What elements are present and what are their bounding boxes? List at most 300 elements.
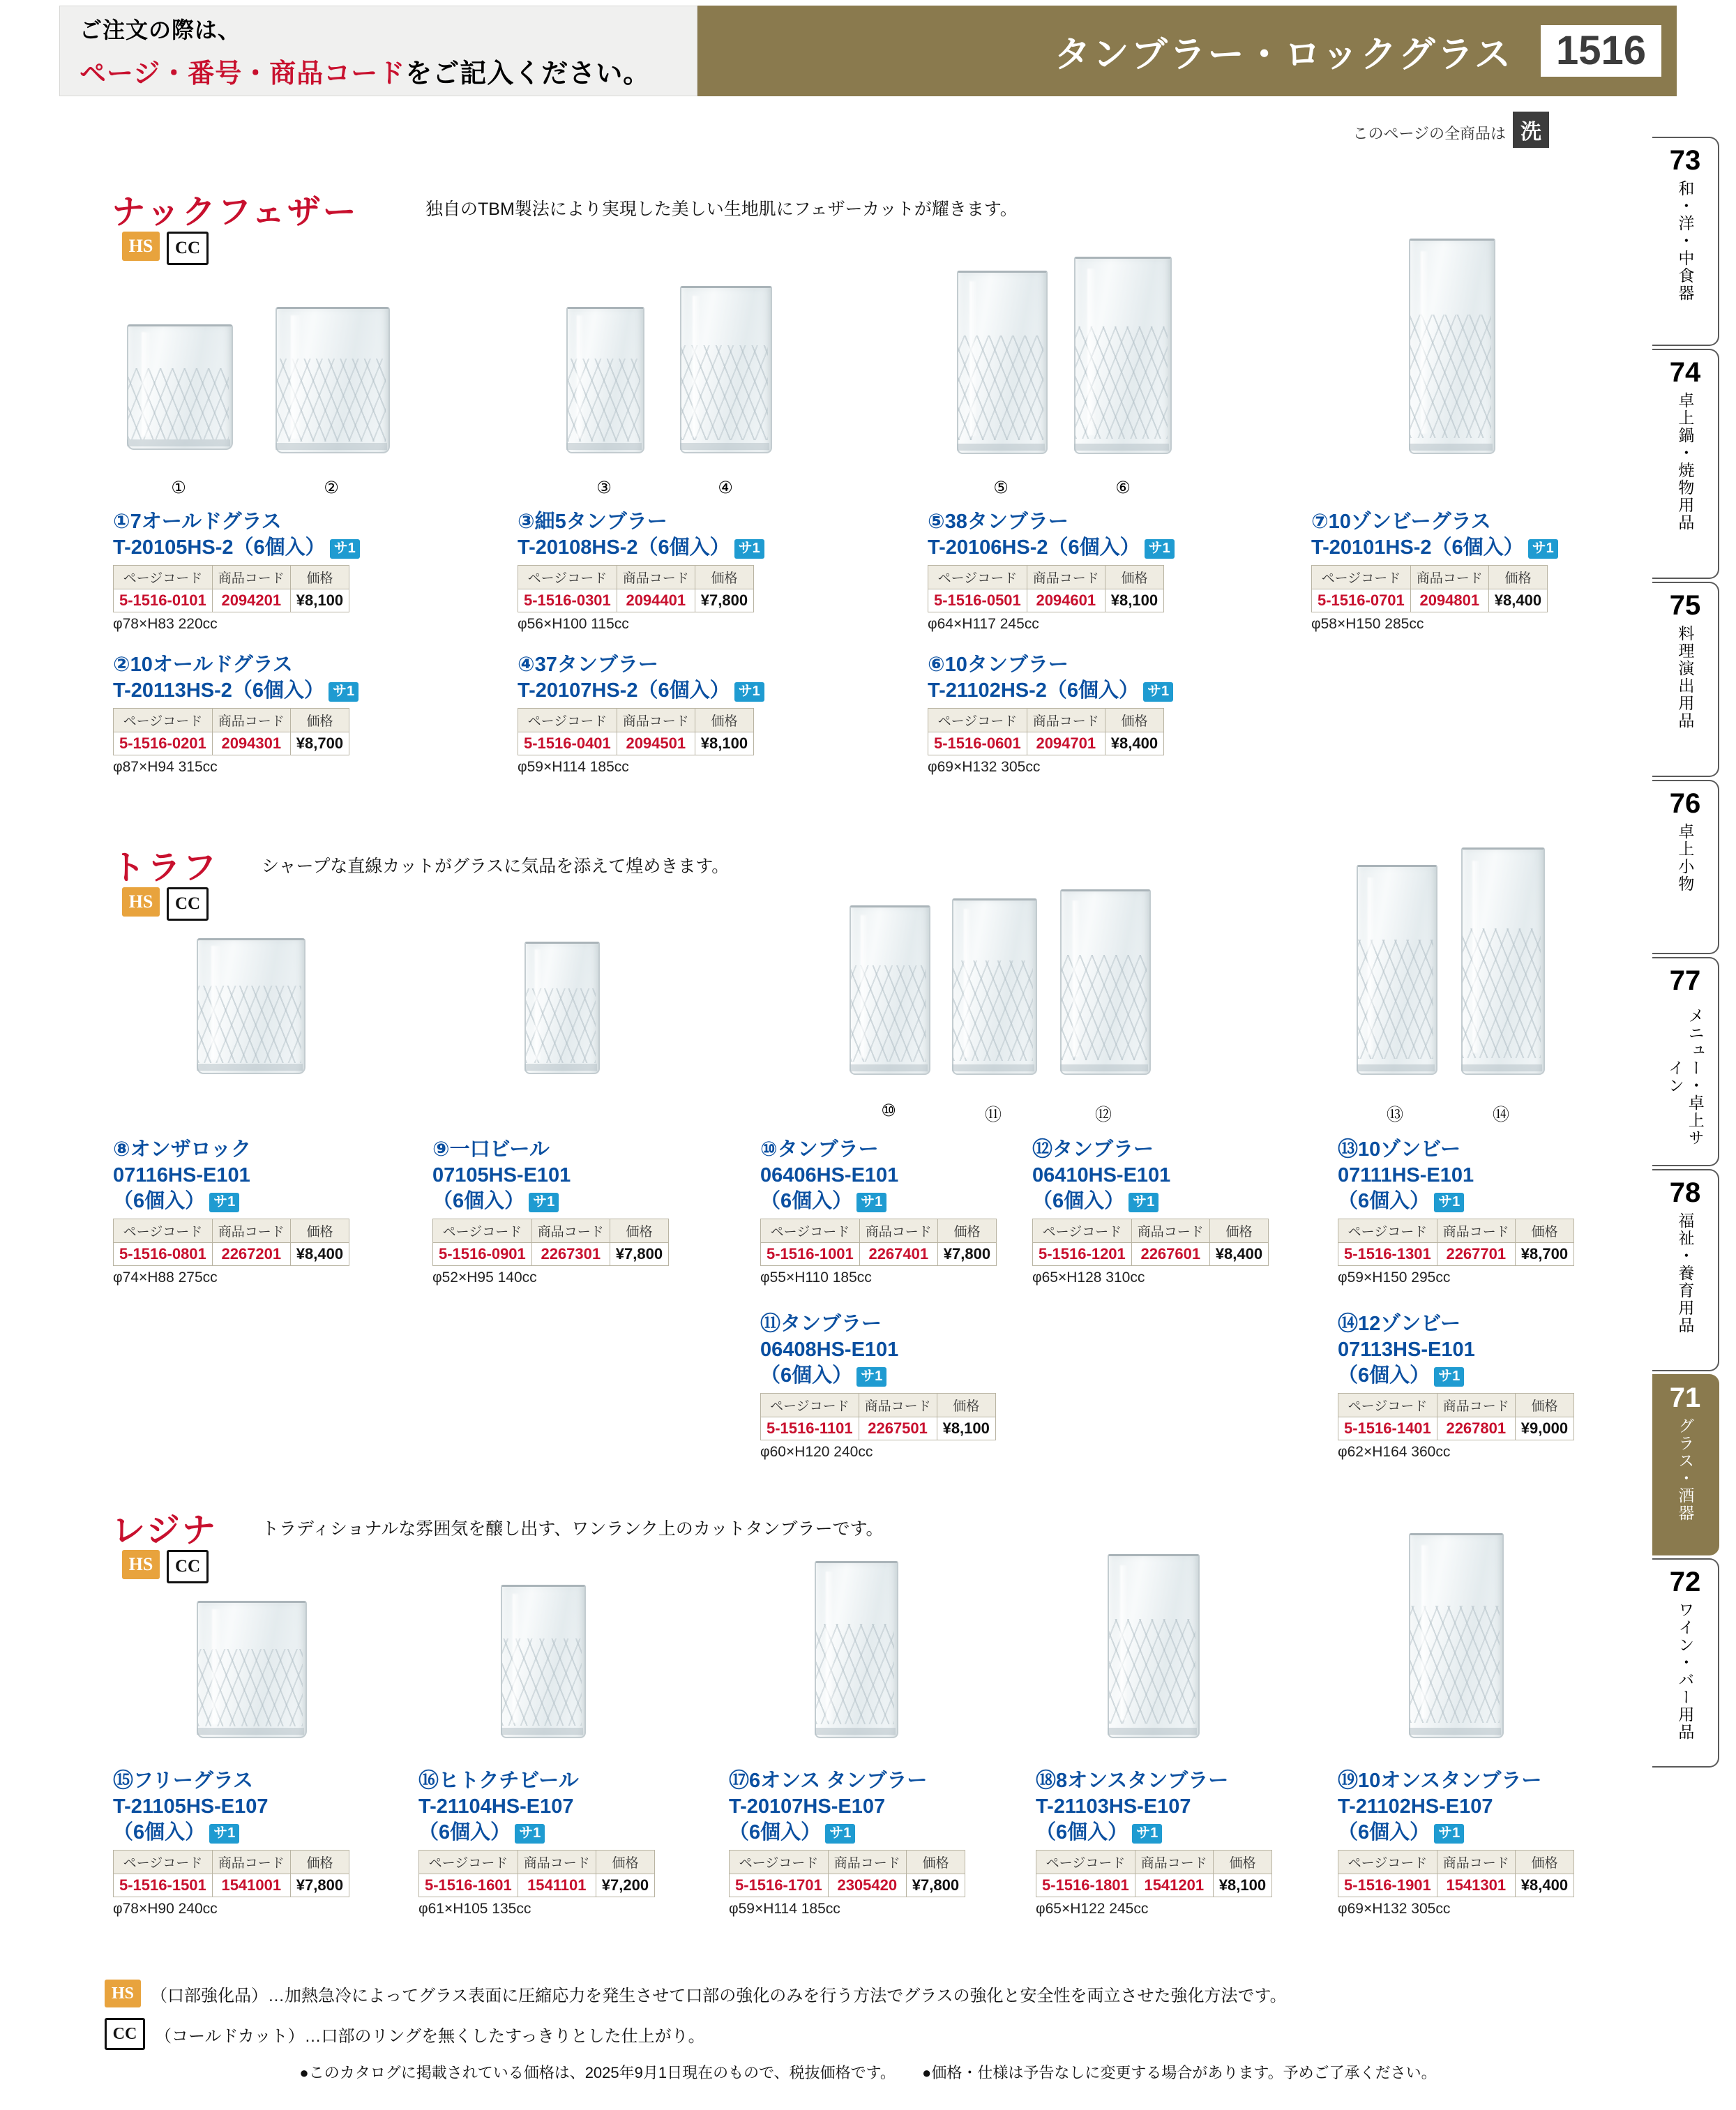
tab-label: 料理演出用品 [1676,625,1695,730]
sidebar-tab-77[interactable] [1652,957,1719,1166]
product-title: タンブラー [777,1138,879,1161]
item-code: 2094301 [212,732,290,755]
product-model: T-20113HS-2（6個入） [113,679,325,702]
tab-label: 和・洋・中食器 [1676,180,1695,302]
sa-badge: サ1 [1143,682,1173,702]
code-table [1338,1393,1574,1440]
item-code: 2267801 [1437,1417,1515,1440]
th-page-code: ページコード [419,1851,518,1874]
product-number-12: ⑫ [1095,1106,1112,1124]
product-name [518,652,764,704]
product-item-2 [113,652,358,776]
product-title: 10タンブラー [944,654,1069,676]
page-footnotes [0,2061,1736,2083]
tab-number: 78 [1669,1177,1701,1208]
tab-number: 75 [1669,590,1701,621]
sidebar-tab-76[interactable] [1652,780,1719,954]
code-table [928,565,1164,612]
code-table [729,1850,965,1897]
th-item-code: 商品コード [859,1394,937,1417]
product-index: ⑧ [113,1138,130,1161]
item-code: 2094201 [212,589,290,612]
product-qty: （6個入） [418,1821,511,1844]
product-model: 07105HS-E101 [432,1164,571,1187]
product-model: 07113HS-E101 [1338,1339,1475,1362]
hs-icon: HS [105,1980,141,2007]
product-item-6 [928,652,1173,776]
tab-label: ワイン・バー用品 [1676,1602,1695,1741]
spec-text: φ78×H90 240cc [113,1901,218,1917]
spec-text: φ62×H164 360cc [1338,1444,1451,1461]
product-item-13 [1338,1137,1574,1286]
legend-hs-text: （口部強化品）…加熱急冷によってグラス表面に圧縮応力を発生させて口部の強化のみを行う方法でグラスの強化と安全性を両立させた強化方法です。 [151,1986,1287,2005]
th-price: 価格 [290,566,349,589]
product-image-19 [1409,1533,1501,1735]
product-model: T-20106HS-2（6個入） [928,536,1140,559]
product-index: ⑬ [1338,1138,1359,1161]
product-title: 一口ビール [449,1138,550,1161]
th-item-code: 商品コード [212,1219,290,1243]
product-number-10: ⑩ [881,1101,896,1120]
product-model: T-21104HS-E107 [418,1795,574,1818]
th-page-code: ページコード [433,1219,532,1243]
th-price: 価格 [1515,1394,1573,1417]
tab-number: 72 [1669,1567,1701,1597]
product-name [729,1768,965,1846]
sidebar-tab-78[interactable] [1652,1169,1719,1371]
product-model: T-20108HS-2（6個入） [518,536,730,559]
product-qty: （6個入） [1338,1364,1431,1387]
product-item-4 [518,652,764,776]
product-number-11: ⑪ [985,1106,1002,1124]
product-number-2: ② [324,478,339,497]
item-code: 2267701 [1437,1243,1515,1266]
product-index: ⑪ [760,1313,781,1335]
product-model: T-21102HS-2（6個入） [928,679,1140,702]
product-number-14: ⑭ [1493,1106,1509,1124]
price: ¥8,400 [290,1243,349,1266]
sa-badge: サ1 [1434,1193,1464,1212]
page-code: 5-1516-0201 [114,732,213,755]
sa-badge: サ1 [856,1367,886,1387]
wash-note: このページの全商品は [1352,125,1506,142]
code-table [760,1219,997,1266]
page-code: 5-1516-1901 [1338,1874,1437,1897]
th-page-code: ページコード [761,1219,860,1243]
product-model: 06406HS-E101 [760,1164,899,1187]
cc-icon: CC [105,2018,145,2050]
order-note-highlight: ページ・番号・商品コード [80,59,406,89]
hs-icon: HS [122,887,160,917]
product-qty: （6個入） [432,1190,525,1213]
price: ¥8,100 [290,589,349,612]
th-price: 価格 [1105,566,1163,589]
code-table [113,1850,349,1897]
product-title: 細5タンブラー [534,511,667,533]
sa-badge: サ1 [529,1193,559,1212]
item-code: 2094701 [1027,732,1105,755]
th-page-code: ページコード [730,1851,829,1874]
th-item-code: 商品コード [212,566,290,589]
product-name [760,1137,997,1214]
order-note-line1: ご注文の際は、 [80,17,241,43]
product-qty: （6個入） [1338,1190,1431,1213]
code-table [1032,1219,1269,1266]
product-model: 07111HS-E101 [1338,1164,1474,1187]
product-index: ⑲ [1338,1770,1359,1792]
th-price: 価格 [937,1394,995,1417]
product-index: ⑫ [1032,1138,1053,1161]
product-title: フリーグラス [133,1770,253,1792]
product-image-1 [127,324,230,446]
code-table [518,565,754,612]
price: ¥7,800 [695,589,753,612]
tab-number: 76 [1669,788,1701,819]
page-code: 5-1516-0701 [1312,589,1411,612]
product-index: ① [113,511,130,533]
sidebar-tab-72[interactable] [1652,1558,1719,1768]
price: ¥7,800 [906,1874,965,1897]
price: ¥8,400 [1105,732,1163,755]
sa-badge: サ1 [515,1824,545,1844]
spec-text: φ59×H114 185cc [729,1901,840,1917]
product-name [1032,1137,1269,1214]
section-title-1: ナックフェザー [112,194,358,231]
product-number-5: ⑤ [993,478,1009,497]
th-price: 価格 [906,1851,965,1874]
th-page-code: ページコード [1033,1219,1132,1243]
legend-cc-text: （コールドカット）…口部のリングを無くしたすっきりとした仕上がり。 [155,2026,705,2046]
product-title: 8オンスタンブラー [1056,1770,1229,1792]
section-title-2: トラフ [112,850,219,887]
legend-cc [105,2018,705,2050]
page-code: 5-1516-1201 [1033,1243,1132,1266]
index-tab-rail [1652,137,1722,1770]
page-code: 5-1516-0501 [928,589,1027,612]
section-badges-2 [122,887,209,921]
product-title: 10オールドグラス [130,654,293,676]
product-model: T-21102HS-E107 [1338,1795,1493,1818]
product-name [1338,1311,1574,1389]
code-table [928,708,1164,755]
price: ¥7,800 [937,1243,996,1266]
legend-hs [105,1980,1287,2007]
code-table [760,1393,996,1440]
item-code: 2267301 [531,1243,610,1266]
tab-number: 74 [1669,357,1701,388]
product-index: ② [113,654,130,676]
cc-icon: CC [167,887,209,921]
product-name [1338,1768,1574,1846]
product-item-15 [113,1768,349,1917]
th-item-code: 商品コード [212,709,290,732]
product-title: 10ゾンビー [1358,1138,1461,1161]
item-code: 2267601 [1131,1243,1209,1266]
product-model: T-20105HS-2（6個入） [113,536,326,559]
product-qty: （6個入） [729,1821,822,1844]
spec-text: φ55×H110 185cc [760,1269,872,1286]
sidebar-tab-73[interactable] [1652,137,1719,346]
price: ¥8,100 [1105,589,1163,612]
item-code: 2305420 [828,1874,906,1897]
product-name [432,1137,669,1214]
th-price: 価格 [1515,1219,1573,1243]
product-image-9 [524,942,597,1071]
product-image-2 [276,307,387,450]
product-model: T-21103HS-E107 [1036,1795,1191,1818]
tab-number: 71 [1669,1382,1701,1413]
product-name [760,1311,996,1389]
product-name [113,1137,349,1214]
price: ¥8,400 [1209,1243,1268,1266]
product-image-7 [1409,239,1493,451]
th-price: 価格 [1515,1851,1573,1874]
th-item-code: 商品コード [1135,1851,1213,1874]
product-model: 06410HS-E101 [1032,1164,1171,1187]
price: ¥8,400 [1515,1874,1573,1897]
spec-text: φ59×H114 185cc [518,759,629,776]
product-model: T-20107HS-2（6個入） [518,679,730,702]
product-item-11 [760,1311,996,1461]
th-item-code: 商品コード [1437,1394,1515,1417]
th-page-code: ページコード [114,709,213,732]
product-number-3: ③ [596,478,612,497]
th-page-code: ページコード [761,1394,859,1417]
product-item-14 [1338,1311,1574,1461]
product-name [518,509,764,561]
item-code: 2094801 [1410,589,1488,612]
product-name [418,1768,655,1846]
order-note-line2 [80,52,697,90]
sa-badge: サ1 [1129,1193,1158,1212]
page-number: 1516 [1541,25,1661,77]
product-model: 06408HS-E101 [760,1339,899,1362]
th-item-code: 商品コード [1437,1851,1515,1874]
spec-text: φ69×H132 305cc [928,759,1041,776]
product-image-18 [1108,1554,1197,1735]
tab-label: グラス・酒器 [1676,1417,1695,1522]
spec-text: φ65×H122 245cc [1036,1901,1149,1917]
page-code: 5-1516-0801 [114,1243,213,1266]
product-name [113,509,360,561]
product-item-7 [1311,509,1558,633]
product-name [928,509,1175,561]
product-item-17 [729,1768,965,1917]
product-image-12 [1060,889,1148,1071]
item-code: 2094601 [1027,589,1105,612]
price: ¥8,100 [937,1417,995,1440]
sa-badge: サ1 [856,1193,886,1212]
th-price: 価格 [290,1219,349,1243]
product-image-13 [1357,865,1435,1071]
th-price: 価格 [695,566,753,589]
th-price: 価格 [1209,1219,1268,1243]
page-code: 5-1516-0601 [928,732,1027,755]
sa-badge: サ1 [1528,539,1558,559]
sa-badge: サ1 [734,682,764,702]
th-page-code: ページコード [114,1219,213,1243]
th-item-code: 商品コード [828,1851,906,1874]
product-index: ⑥ [928,654,945,676]
product-qty: （6個入） [760,1364,853,1387]
product-index: ⑰ [729,1770,750,1792]
code-table [1311,565,1548,612]
product-item-16 [418,1768,655,1917]
th-item-code: 商品コード [617,566,695,589]
sa-badge: サ1 [1145,539,1175,559]
product-item-12 [1032,1137,1269,1286]
product-item-10 [760,1137,997,1286]
item-code: 2094501 [617,732,695,755]
cc-icon: CC [167,1550,209,1583]
section-desc-3: トラディショナルな雰囲気を醸し出す、ワンランク上のカットタンブラーです。 [262,1519,884,1539]
th-item-code: 商品コード [1437,1219,1515,1243]
spec-text: φ56×H100 115cc [518,616,629,633]
sidebar-tab-74[interactable] [1652,349,1719,579]
product-item-19 [1338,1768,1574,1917]
product-number-4: ④ [718,478,733,497]
product-image-6 [1074,257,1169,451]
category-title: タンブラー・ロックグラス [1054,34,1513,75]
page-code: 5-1516-0101 [114,589,213,612]
code-table [432,1219,669,1266]
product-qty: （6個入） [760,1190,853,1213]
price: ¥7,800 [610,1243,668,1266]
product-title: 6オンス タンブラー [749,1770,928,1792]
item-code: 1541001 [212,1874,290,1897]
product-item-5 [928,509,1175,633]
product-index: ⑩ [760,1138,778,1161]
th-item-code: 商品コード [1131,1219,1209,1243]
product-image-4 [680,286,769,450]
section-badges-3 [122,1550,209,1583]
product-name [113,652,358,704]
section-badges-1 [122,232,209,265]
th-item-code: 商品コード [1410,566,1488,589]
product-image-14 [1461,847,1542,1071]
sidebar-tab-75[interactable] [1652,582,1719,777]
product-title: 7オールドグラス [130,511,282,533]
price: ¥8,100 [695,732,753,755]
spec-text: φ65×H128 310cc [1032,1269,1145,1286]
product-name [113,1768,349,1846]
page-code: 5-1516-1501 [114,1874,213,1897]
product-qty: （6個入） [113,1821,206,1844]
price: ¥9,000 [1515,1417,1573,1440]
sa-badge: サ1 [330,539,360,559]
product-item-18 [1036,1768,1272,1917]
spec-text: φ64×H117 245cc [928,616,1039,633]
sa-badge: サ1 [825,1824,855,1844]
hs-icon: HS [122,1550,160,1579]
page-code: 5-1516-1001 [761,1243,860,1266]
tab-number: 73 [1669,145,1701,176]
th-page-code: ページコード [928,709,1027,732]
product-model: 07116HS-E101 [113,1164,250,1187]
product-index: ⑱ [1036,1770,1057,1792]
product-name [1311,509,1558,561]
product-index: ③ [518,511,535,533]
tab-label: 卓上小物 [1676,823,1695,893]
product-model: T-20101HS-2（6個入） [1311,536,1524,559]
code-table [418,1850,655,1897]
order-note [59,6,697,96]
code-table [113,708,349,755]
sidebar-tab-71[interactable] [1652,1374,1719,1555]
th-item-code: 商品コード [1027,566,1105,589]
price: ¥7,200 [596,1874,654,1897]
page-code: 5-1516-1301 [1338,1243,1437,1266]
th-page-code: ページコード [1338,1219,1437,1243]
product-image-17 [815,1561,896,1735]
code-table [113,565,349,612]
product-item-8 [113,1137,349,1286]
product-name [1338,1137,1574,1214]
spec-text: φ61×H105 135cc [418,1901,531,1917]
page-code: 5-1516-0301 [518,589,617,612]
product-qty: （6個入） [1036,1821,1129,1844]
code-table [1338,1219,1574,1266]
section-desc-1: 独自のTBM製法により実現した美しい生地肌にフェザーカットが耀きます。 [425,199,1018,219]
sa-badge: サ1 [1434,1824,1464,1844]
th-price: 価格 [610,1219,668,1243]
th-price: 価格 [290,709,349,732]
page-code: 5-1516-1801 [1036,1874,1135,1897]
tab-label: メニュー・卓上サイン [1666,1007,1705,1147]
spec-text: φ87×H94 315cc [113,759,218,776]
wash-icon: 洗 [1513,112,1549,148]
product-image-11 [952,898,1034,1071]
item-code: 1541201 [1135,1874,1213,1897]
product-image-3 [566,307,642,450]
sa-badge: サ1 [329,682,358,702]
th-item-code: 商品コード [531,1219,610,1243]
item-code: 2267401 [859,1243,937,1266]
th-page-code: ページコード [1338,1851,1437,1874]
product-image-8 [197,938,303,1071]
code-table [518,708,754,755]
tab-number: 77 [1669,965,1701,996]
section-title-3: レジナ [112,1512,218,1549]
product-index: ⑦ [1311,511,1329,533]
th-page-code: ページコード [1338,1394,1437,1417]
page-code: 5-1516-1101 [761,1417,859,1440]
th-item-code: 商品コード [518,1851,596,1874]
product-name [1036,1768,1272,1846]
page-code: 5-1516-0901 [433,1243,532,1266]
th-page-code: ページコード [518,566,617,589]
th-item-code: 商品コード [1027,709,1105,732]
footnote-1: ●このカタログに掲載されている価格は、2025年9月1日現在のもので、税抜価格です。 [299,2064,896,2081]
item-code: 1541301 [1437,1874,1515,1897]
product-number-1: ① [171,478,186,497]
category-bar [697,6,1677,96]
th-page-code: ページコード [518,709,617,732]
product-item-9 [432,1137,669,1286]
item-code: 1541101 [518,1874,596,1897]
product-qty: （6個入） [1032,1190,1125,1213]
code-table [1338,1850,1574,1897]
hs-icon: HS [122,232,160,261]
product-name [928,652,1173,704]
product-image-5 [957,271,1045,451]
product-number-13: ⑬ [1387,1106,1403,1124]
product-index: ⑨ [432,1138,450,1161]
spec-text: φ78×H83 220cc [113,616,218,633]
product-qty: （6個入） [1338,1821,1431,1844]
sa-badge: サ1 [209,1824,239,1844]
product-index: ⑮ [113,1770,134,1792]
